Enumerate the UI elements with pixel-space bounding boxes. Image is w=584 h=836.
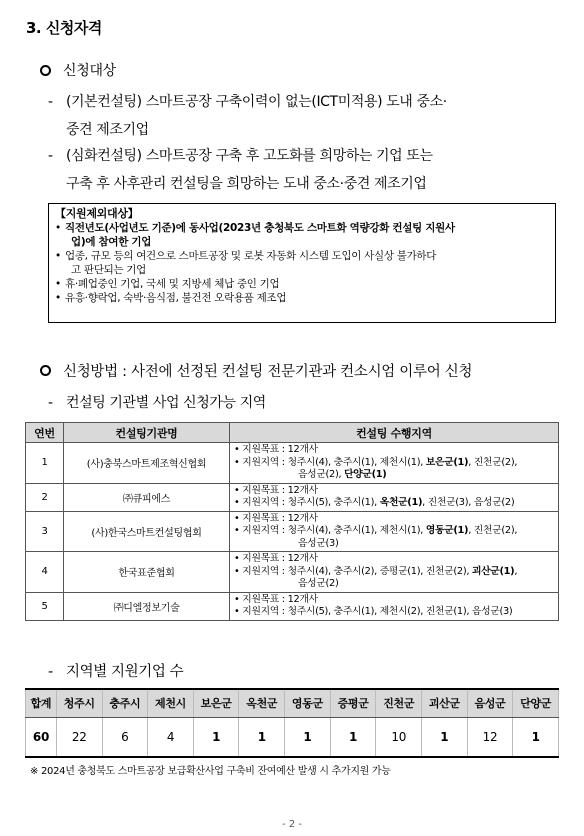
region-col-header: 합계: [26, 689, 57, 717]
exclusion-header: 【지원제외대상】: [55, 207, 139, 220]
org-no: 3: [26, 511, 64, 552]
region-value: 10: [376, 717, 422, 757]
region-col-header: 괴산군: [422, 689, 468, 717]
org-table-row: [26, 443, 559, 484]
region-value: 1: [330, 717, 376, 757]
region-col-header: 충주시: [102, 689, 148, 717]
footnote: ※ 2024년 충청북도 스마트공장 보급확산사업 구축비 잔여예산 발생 시 추가지원 가능: [30, 766, 391, 777]
org-region-post: ,: [514, 565, 518, 577]
org-area: [230, 592, 559, 620]
exclusion-item-line1: 직전년도(사업년도 기준)에 동사업(2023년 충청북도 스마트화 역량강화 컨설팅 지원사: [65, 222, 455, 234]
region-col-header: 영동군: [285, 689, 331, 717]
region-col-header: 옥천군: [239, 689, 285, 717]
org-region-pre: • 지원지역 : 청주시(5), 충주시(1),: [234, 497, 380, 508]
org-region-post: , 진천군(3), 음성군(2): [422, 497, 515, 508]
region-col-header: 음성군: [467, 689, 513, 717]
org-table-row: [26, 552, 559, 593]
dash-icon: -: [48, 664, 53, 680]
org-table-row: [26, 511, 559, 552]
org-table-row: [26, 592, 559, 620]
method-sub-text: 컨설팅 기관별 사업 신청가능 지역: [66, 395, 266, 411]
org-col-no: 연번: [26, 423, 64, 443]
region-col-header: 단양군: [513, 689, 559, 717]
target-item-2-line1: (심화컨설팅) 스마트공장 구축 후 고도화를 희망하는 기업 또는: [66, 148, 433, 164]
org-no: 1: [26, 443, 64, 484]
org-area: [230, 443, 559, 484]
region-col-header: 진천군: [376, 689, 422, 717]
org-name: 한국표준협회: [64, 552, 230, 593]
org-region-bold: 영동군(1): [425, 525, 469, 536]
org-name: ㈜디엘정보기술: [64, 592, 230, 620]
exclusion-item: [55, 291, 549, 305]
region-col-header: 증평군: [330, 689, 376, 717]
org-col-name: 컨설팅기관명: [64, 423, 230, 443]
org-no: 4: [26, 552, 64, 593]
region-col-header: 제천시: [148, 689, 194, 717]
exclusion-item-line1: 휴·폐업중인 기업, 국세 및 지방세 체납 중인 기업: [65, 278, 280, 290]
org-region-pre: • 지원지역 : 청주시(4), 충주시(1), 제천시(1),: [234, 456, 426, 468]
org-region: [234, 566, 554, 579]
org-region-cont: [234, 578, 554, 591]
org-goal: • 지원목표 : 12개사: [234, 512, 318, 524]
org-cont-pre: 음성군(3): [298, 537, 339, 549]
org-region-pre: • 지원지역 : 청주시(5), 충주시(1), 제천시(2), 진천군(1), 음성군(3): [234, 606, 513, 617]
target-item-1: [48, 88, 558, 144]
org-region-post: , 진천군(2),: [468, 525, 518, 536]
org-goal: • 지원목표 : 12개사: [234, 553, 318, 564]
org-region-cont: [234, 469, 554, 482]
region-value: 12: [467, 717, 513, 757]
org-region-cont: [234, 538, 554, 551]
region-value: 1: [513, 717, 559, 757]
org-region-pre: • 지원지역 : 청주시(4), 충주시(1), 제천시(1),: [234, 525, 426, 536]
org-goal: • 지원목표 : 12개사: [234, 444, 318, 455]
exclusion-item-line1: 업종, 규모 등의 여건으로 스마트공장 및 로봇 자동화 시스템 도입이 사실상 불가하다: [65, 250, 437, 262]
target-heading: [40, 60, 116, 80]
org-area: [230, 511, 559, 552]
exclusion-item-line1: 유흥·향락업, 숙박·음식점, 불건전 오락용품 제조업: [65, 292, 287, 304]
region-table: [25, 688, 559, 758]
method-sub: [48, 389, 558, 417]
bullet-icon: •: [55, 250, 61, 262]
org-goal: • 지원목표 : 12개사: [234, 484, 318, 496]
circle-bullet-icon: [40, 65, 51, 76]
region-value: 22: [56, 717, 102, 757]
method-heading: [40, 360, 472, 381]
org-area: [230, 552, 559, 593]
org-area: [230, 483, 559, 511]
org-region-post: , 진천군(2),: [468, 456, 518, 468]
bullet-icon: •: [55, 292, 61, 304]
region-value: 4: [148, 717, 194, 757]
exclusion-item: [55, 277, 549, 291]
org-region-bold: 괴산군(1): [471, 565, 515, 577]
bullet-icon: •: [55, 278, 61, 290]
org-table: [25, 422, 559, 621]
org-no: 2: [26, 483, 64, 511]
org-table-row: [26, 483, 559, 511]
region-col-header: 보은군: [193, 689, 239, 717]
region-value: 1: [285, 717, 331, 757]
org-region-pre: • 지원지역 : 청주시(4), 충주시(2), 증평군(1), 진천군(2),: [234, 565, 472, 577]
org-no: 5: [26, 592, 64, 620]
org-cont-pre: 음성군(2),: [298, 469, 345, 480]
dash-icon: -: [48, 395, 53, 411]
dash-icon: -: [48, 148, 53, 164]
section-title: 3. 신청자격: [26, 19, 102, 37]
region-heading: [48, 658, 558, 686]
org-cont-pre: 음성군(2): [298, 578, 339, 589]
org-region: [234, 497, 554, 510]
org-name: (사)충북스마트제조혁신협회: [64, 443, 230, 484]
org-region-bold: 옥천군(1): [379, 497, 423, 508]
method-heading-text: 신청방법 : 사전에 선정된 컨설팅 전문기관과 컨소시엄 이루어 신청: [63, 364, 473, 380]
target-item-1-line1: (기본컨설팅) 스마트공장 구축이력이 없는(ICT미적용) 도내 중소·: [66, 94, 447, 110]
region-value: 1: [239, 717, 285, 757]
org-region-bold: 보은군(1): [425, 456, 469, 468]
target-heading-text: 신청대상: [63, 63, 116, 79]
exclusion-item-line2: 고 판단되는 기업: [71, 264, 146, 276]
org-region: [234, 606, 554, 619]
target-item-2: [48, 142, 558, 198]
target-item-1-line2: 중견 제조기업: [66, 122, 149, 138]
region-table-header: [26, 689, 559, 717]
exclusion-box: [48, 203, 556, 323]
region-value: 60: [26, 717, 57, 757]
org-region: [234, 525, 554, 538]
org-region: [234, 457, 554, 470]
region-value: 1: [193, 717, 239, 757]
org-cont-bold: 단양군(1): [344, 469, 387, 480]
org-table-header: [26, 423, 559, 443]
org-name: (사)한국스마트컨설팅협회: [64, 511, 230, 552]
region-table-row: [26, 717, 559, 757]
circle-bullet-icon: [40, 365, 51, 376]
region-value: 1: [422, 717, 468, 757]
bullet-icon: •: [55, 222, 61, 234]
region-col-header: 청주시: [56, 689, 102, 717]
target-item-2-line2: 구축 후 사후관리 컨설팅을 희망하는 도내 중소·중견 제조기업: [66, 176, 427, 192]
region-heading-text: 지역별 지원기업 수: [66, 664, 184, 680]
region-value: 6: [102, 717, 148, 757]
exclusion-item-line2: 업)에 참여한 기업: [71, 236, 152, 248]
dash-icon: -: [48, 94, 53, 110]
org-name: ㈜큐피에스: [64, 483, 230, 511]
org-goal: • 지원목표 : 12개사: [234, 593, 318, 605]
org-col-region: 컨설팅 수행지역: [230, 423, 559, 443]
page-number: - 2 -: [282, 819, 302, 830]
exclusion-item: [55, 249, 549, 277]
exclusion-item: [55, 221, 549, 249]
